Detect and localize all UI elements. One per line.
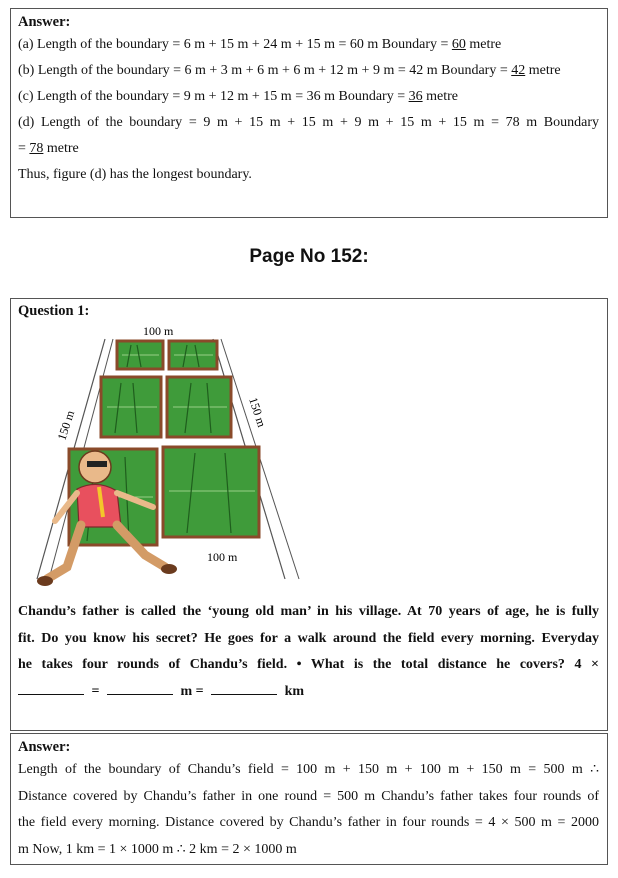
answer-value-a: 60	[451, 37, 466, 52]
field-label-right: 150 m	[246, 395, 269, 429]
answer2-line-1: Length of the boundary of Chandu’s field = 100 m + 150 m + 100 m + 150 m = 500 m ∴	[18, 762, 599, 777]
answer-blank-2	[107, 682, 173, 695]
answer-value-c: 36	[408, 89, 423, 104]
answer-line-d-continued: = 78 metre	[18, 141, 79, 156]
answer-line-b: (b) Length of the boundary = 6 m + 3 m + 6 m + 6 m + 12 m + 9 m = 42 m Boundary = 42 metre	[18, 63, 561, 78]
question-box	[10, 298, 608, 731]
question-line-3: he takes four rounds of Chandu’s field. • What is the total distance he covers? 4 ×	[18, 657, 599, 672]
answer-blank-3	[211, 682, 277, 695]
page-title: Page No 152:	[249, 246, 369, 267]
field-label-top: 100 m	[143, 324, 174, 338]
question-line-2: fit. Do you know his secret? He goes for a walk around the field every morning. Everyday	[18, 630, 599, 646]
question-text	[18, 599, 599, 705]
answer2-line-4: m Now, 1 km = 1 × 1000 m ∴ 2 km = 2 × 1000 m	[18, 841, 297, 857]
answer-value-d: 78	[29, 141, 44, 156]
answer2-line-3: the field every morning. Distance covered by Chandu’s father in four rounds = 4 × 500 m = 2000	[18, 815, 599, 830]
answer-conclusion: Thus, figure (d) has the longest boundary.	[18, 167, 252, 182]
answer-value-b: 42	[511, 63, 526, 78]
answer-line-c: (c) Length of the boundary = 9 m + 12 m + 15 m = 36 m Boundary = 36 metre	[18, 89, 458, 104]
answer-line-d: (d) Length of the boundary = 9 m + 15 m + 15 m + 9 m + 15 m + 15 m = 78 m Boundary	[18, 115, 599, 130]
answer2-line-2: Distance covered by Chandu’s father in one round = 500 m Chandu’s father takes four rounds of	[18, 788, 599, 804]
answer-box-2	[10, 733, 608, 865]
field-label-left: 150 m	[54, 408, 78, 442]
answer-box-1	[10, 8, 608, 218]
answer-heading: Answer:	[18, 739, 71, 755]
question-heading: Question 1:	[18, 303, 90, 319]
answer-heading: Answer:	[18, 14, 71, 30]
answer-line-a: (a) Length of the boundary = 6 m + 15 m + 24 m + 15 m = 60 m Boundary = 60 metre	[18, 37, 502, 52]
answer-blank-1	[18, 682, 84, 695]
field-label-bottom: 100 m	[207, 550, 238, 564]
field-illustration	[17, 321, 307, 601]
question-line-1: Chandu’s father is called the ‘young old man’ in his village. At 70 years of age, he is fully	[18, 604, 599, 619]
question-equation: = m = km	[18, 679, 599, 706]
